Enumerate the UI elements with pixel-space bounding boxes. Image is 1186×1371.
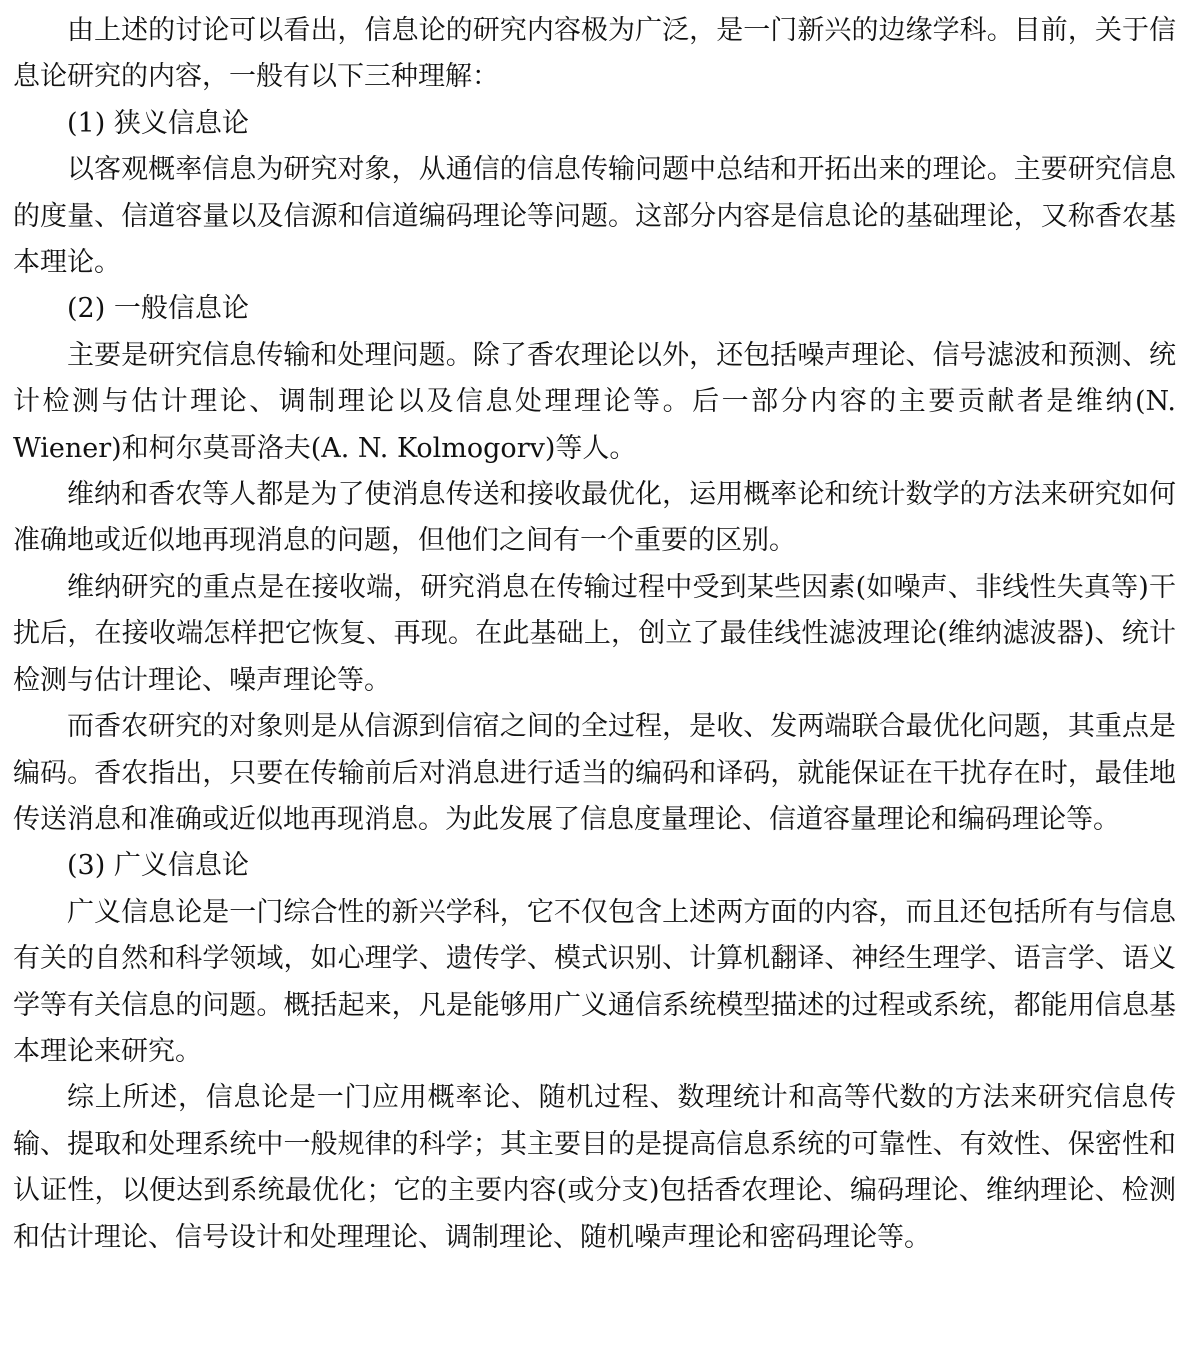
broad-info-theory-paragraph: 广义信息论是一门综合性的新兴学科，它不仅包含上述两方面的内容，而且还包括所有与信息有关的自然和科学领域，如心理学、遗传学、模式识别、计算机翻译、神经生理学、语言学、语义学等有关信息的问题。概括起来，凡是能够用广义通信系统模型描述的过程或系统，都能用信息基本理论来研究。 bbox=[13, 896, 1176, 1067]
intro-paragraph: 由上述的讨论可以看出，信息论的研究内容极为广泛，是一门新兴的边缘学科。目前，关于信息论研究的内容，一般有以下三种理解： bbox=[13, 15, 1176, 93]
narrow-info-theory-paragraph: 以客观概率信息为研究对象，从通信的信息传输问题中总结和开拓出来的理论。主要研究信息的度量、信道容量以及信源和信道编码理论等问题。这部分内容是信息论的基础理论，又称香农基本理论。 bbox=[13, 154, 1176, 279]
section-heading-narrow-info-theory: (1) 狭义信息论 bbox=[67, 107, 249, 139]
general-info-theory-paragraph: 主要是研究信息传输和处理问题。除了香农理论以外，还包括噪声理论、信号滤波和预测、统计检测与估计理论、调制理论以及信息处理理论等。后一部分内容的主要贡献者是维纳(N. Wiener)和柯尔莫哥洛夫(A. N. Kolmogorv)等人。 bbox=[13, 339, 1176, 464]
section-heading-general-info-theory: (2) 一般信息论 bbox=[67, 293, 249, 325]
wiener-focus-paragraph: 维纳研究的重点是在接收端，研究消息在传输过程中受到某些因素(如噪声、非线性失真等)干扰后，在接收端怎样把它恢复、再现。在此基础上，创立了最佳线性滤波理论(维纳滤波器)、统计检测与估计理论、噪声理论等。 bbox=[13, 571, 1176, 696]
summary-paragraph: 综上所述，信息论是一门应用概率论、随机过程、数理统计和高等代数的方法来研究信息传输、提取和处理系统中一般规律的科学；其主要目的是提高信息系统的可靠性、有效性、保密性和认证性，以便达到系统最优化；它的主要内容(或分支)包括香农理论、编码理论、维纳理论、检测和估计理论、信号设计和处理理论、调制理论、随机噪声理论和密码理论等。 bbox=[13, 1082, 1176, 1253]
section-heading-broad-info-theory: (3) 广义信息论 bbox=[67, 850, 249, 882]
document-body bbox=[13, 8, 1176, 1261]
shannon-focus-paragraph: 而香农研究的对象则是从信源到信宿之间的全过程，是收、发两端联合最优化问题，其重点是编码。香农指出，只要在传输前后对消息进行适当的编码和译码，就能保证在干扰存在时，最佳地传送消息和准确或近似地再现消息。为此发展了信息度量理论、信道容量理论和编码理论等。 bbox=[13, 711, 1176, 835]
wiener-shannon-paragraph: 维纳和香农等人都是为了使消息传送和接收最优化，运用概率论和统计数学的方法来研究如何准确地或近似地再现消息的问题，但他们之间有一个重要的区别。 bbox=[13, 479, 1176, 557]
